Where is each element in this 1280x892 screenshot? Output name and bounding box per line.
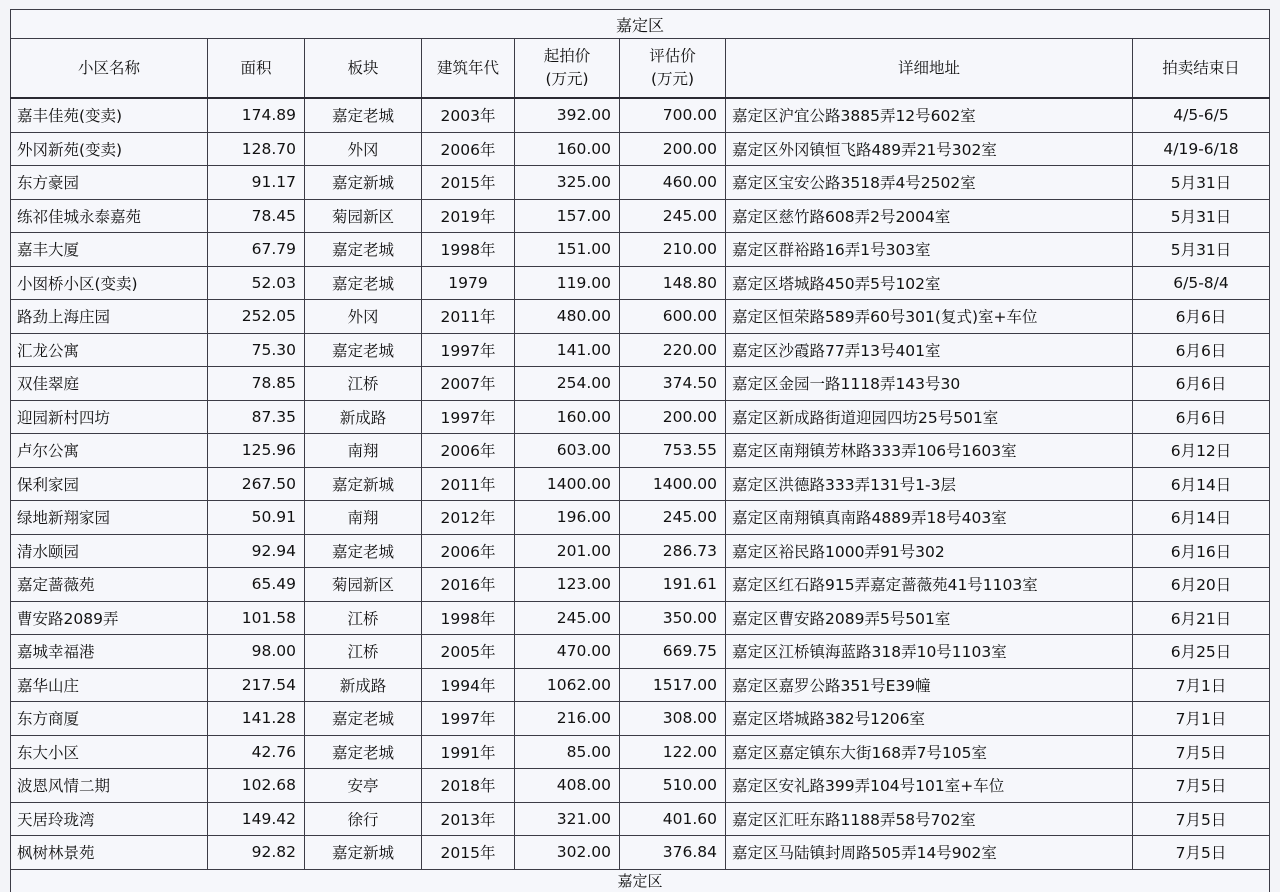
cell-eval-price: 374.50	[620, 367, 726, 401]
column-header-area: 面积	[208, 39, 305, 99]
cell-name: 双佳翠庭	[11, 367, 208, 401]
cell-year: 2019年	[422, 199, 515, 233]
table-row	[11, 98, 1270, 132]
cell-block: 安亭	[305, 769, 422, 803]
cell-start-price: 160.00	[515, 132, 620, 166]
next-section-title: 嘉定区	[11, 869, 1270, 892]
cell-block: 江桥	[305, 601, 422, 635]
cell-eval-price: 600.00	[620, 300, 726, 334]
cell-start-price: 119.00	[515, 266, 620, 300]
table-title: 嘉定区	[11, 10, 1270, 39]
cell-year: 2016年	[422, 568, 515, 602]
cell-address: 嘉定区曹安路2089弄5号501室	[726, 601, 1133, 635]
table-row	[11, 702, 1270, 736]
table-row	[11, 802, 1270, 836]
cell-area: 252.05	[208, 300, 305, 334]
cell-start-price: 603.00	[515, 434, 620, 468]
cell-end-date: 6月6日	[1133, 367, 1270, 401]
cell-end-date: 7月5日	[1133, 769, 1270, 803]
cell-eval-price: 350.00	[620, 601, 726, 635]
cell-end-date: 6月14日	[1133, 501, 1270, 535]
table-row	[11, 635, 1270, 669]
cell-address: 嘉定区马陆镇封周路505弄14号902室	[726, 836, 1133, 870]
cell-year: 2005年	[422, 635, 515, 669]
cell-address: 嘉定区外冈镇恒飞路489弄21号302室	[726, 132, 1133, 166]
cell-end-date: 6月12日	[1133, 434, 1270, 468]
cell-end-date: 6月25日	[1133, 635, 1270, 669]
cell-address: 嘉定区洪德路333弄131号1-3层	[726, 467, 1133, 501]
cell-block: 江桥	[305, 367, 422, 401]
cell-end-date: 5月31日	[1133, 199, 1270, 233]
cell-year: 2018年	[422, 769, 515, 803]
cell-name: 汇龙公寓	[11, 333, 208, 367]
cell-area: 217.54	[208, 668, 305, 702]
cell-year: 1997年	[422, 333, 515, 367]
cell-start-price: 123.00	[515, 568, 620, 602]
cell-year: 2007年	[422, 367, 515, 401]
column-header-eval-price	[620, 39, 726, 99]
cell-block: 嘉定老城	[305, 735, 422, 769]
cell-end-date: 6月6日	[1133, 400, 1270, 434]
cell-name: 枫树林景苑	[11, 836, 208, 870]
cell-end-date: 6月14日	[1133, 467, 1270, 501]
cell-eval-price: 200.00	[620, 400, 726, 434]
cell-address: 嘉定区江桥镇海蓝路318弄10号1103室	[726, 635, 1133, 669]
table-row	[11, 333, 1270, 367]
cell-eval-price: 210.00	[620, 233, 726, 267]
cell-address: 嘉定区新成路街道迎园四坊25号501室	[726, 400, 1133, 434]
table-row	[11, 266, 1270, 300]
cell-block: 新成路	[305, 400, 422, 434]
cell-start-price: 254.00	[515, 367, 620, 401]
table-row	[11, 434, 1270, 468]
cell-start-price: 141.00	[515, 333, 620, 367]
cell-end-date: 6月6日	[1133, 333, 1270, 367]
cell-area: 92.82	[208, 836, 305, 870]
cell-eval-price: 700.00	[620, 98, 726, 132]
table-row	[11, 199, 1270, 233]
cell-eval-price: 122.00	[620, 735, 726, 769]
cell-start-price: 325.00	[515, 166, 620, 200]
cell-name: 嘉丰佳苑(变卖)	[11, 98, 208, 132]
cell-name: 卢尔公寓	[11, 434, 208, 468]
cell-end-date: 7月5日	[1133, 836, 1270, 870]
cell-end-date: 5月31日	[1133, 233, 1270, 267]
cell-eval-price: 286.73	[620, 534, 726, 568]
cell-block: 嘉定老城	[305, 266, 422, 300]
table-row	[11, 400, 1270, 434]
cell-start-price: 470.00	[515, 635, 620, 669]
cell-name: 保利家园	[11, 467, 208, 501]
cell-name: 练祁佳城永泰嘉苑	[11, 199, 208, 233]
cell-name: 路劲上海庄园	[11, 300, 208, 334]
cell-start-price: 302.00	[515, 836, 620, 870]
cell-end-date: 7月1日	[1133, 702, 1270, 736]
cell-area: 42.76	[208, 735, 305, 769]
cell-area: 65.49	[208, 568, 305, 602]
cell-address: 嘉定区嘉定镇东大街168弄7号105室	[726, 735, 1133, 769]
cell-eval-price: 376.84	[620, 836, 726, 870]
cell-year: 2006年	[422, 534, 515, 568]
eval-price-unit: (万元)	[650, 70, 695, 88]
cell-block: 嘉定老城	[305, 98, 422, 132]
cell-name: 迎园新村四坊	[11, 400, 208, 434]
cell-end-date: 6月6日	[1133, 300, 1270, 334]
cell-end-date: 7月1日	[1133, 668, 1270, 702]
cell-name: 曹安路2089弄	[11, 601, 208, 635]
cell-block: 南翔	[305, 434, 422, 468]
cell-block: 外冈	[305, 132, 422, 166]
cell-start-price: 157.00	[515, 199, 620, 233]
cell-year: 1994年	[422, 668, 515, 702]
cell-year: 2003年	[422, 98, 515, 132]
cell-end-date: 6月21日	[1133, 601, 1270, 635]
cell-eval-price: 308.00	[620, 702, 726, 736]
cell-area: 128.70	[208, 132, 305, 166]
cell-area: 75.30	[208, 333, 305, 367]
start-price-unit: (万元)	[545, 70, 589, 88]
table-row	[11, 668, 1270, 702]
table-row	[11, 166, 1270, 200]
cell-name: 嘉丰大厦	[11, 233, 208, 267]
cell-area: 78.45	[208, 199, 305, 233]
cell-block: 外冈	[305, 300, 422, 334]
cell-year: 1979	[422, 266, 515, 300]
table-row	[11, 233, 1270, 267]
cell-block: 嘉定老城	[305, 333, 422, 367]
cell-block: 菊园新区	[305, 199, 422, 233]
cell-end-date: 6月16日	[1133, 534, 1270, 568]
table-row	[11, 769, 1270, 803]
column-header-name: 小区名称	[11, 39, 208, 99]
column-header-end-date: 拍卖结束日	[1133, 39, 1270, 99]
table-row	[11, 467, 1270, 501]
cell-start-price: 196.00	[515, 501, 620, 535]
cell-end-date: 4/5-6/5	[1133, 98, 1270, 132]
eval-price-label: 评估价	[649, 47, 696, 65]
cell-end-date: 4/19-6/18	[1133, 132, 1270, 166]
cell-block: 嘉定老城	[305, 233, 422, 267]
cell-year: 2006年	[422, 132, 515, 166]
cell-start-price: 1062.00	[515, 668, 620, 702]
table-row	[11, 534, 1270, 568]
cell-area: 267.50	[208, 467, 305, 501]
cell-start-price: 480.00	[515, 300, 620, 334]
cell-name: 外冈新苑(变卖)	[11, 132, 208, 166]
cell-eval-price: 510.00	[620, 769, 726, 803]
cell-end-date: 6月20日	[1133, 568, 1270, 602]
table-row	[11, 300, 1270, 334]
cell-year: 2012年	[422, 501, 515, 535]
cell-address: 嘉定区安礼路399弄104号101室+车位	[726, 769, 1133, 803]
cell-year: 2011年	[422, 300, 515, 334]
cell-name: 嘉城幸福港	[11, 635, 208, 669]
cell-block: 嘉定老城	[305, 534, 422, 568]
cell-eval-price: 1400.00	[620, 467, 726, 501]
cell-address: 嘉定区沪宜公路3885弄12号602室	[726, 98, 1133, 132]
cell-block: 徐行	[305, 802, 422, 836]
cell-eval-price: 200.00	[620, 132, 726, 166]
cell-eval-price: 220.00	[620, 333, 726, 367]
cell-start-price: 201.00	[515, 534, 620, 568]
cell-area: 50.91	[208, 501, 305, 535]
column-header-start-price	[515, 39, 620, 99]
cell-area: 78.85	[208, 367, 305, 401]
cell-area: 52.03	[208, 266, 305, 300]
cell-eval-price: 245.00	[620, 199, 726, 233]
cell-address: 嘉定区慈竹路608弄2号2004室	[726, 199, 1133, 233]
cell-eval-price: 460.00	[620, 166, 726, 200]
cell-year: 2013年	[422, 802, 515, 836]
cell-eval-price: 753.55	[620, 434, 726, 468]
cell-address: 嘉定区南翔镇芳林路333弄106号1603室	[726, 434, 1133, 468]
cell-year: 2015年	[422, 836, 515, 870]
cell-area: 92.94	[208, 534, 305, 568]
table-row	[11, 501, 1270, 535]
cell-eval-price: 245.00	[620, 501, 726, 535]
auction-table-sheet	[10, 9, 1269, 892]
cell-end-date: 7月5日	[1133, 802, 1270, 836]
cell-block: 南翔	[305, 501, 422, 535]
cell-block: 新成路	[305, 668, 422, 702]
cell-name: 嘉定蔷薇苑	[11, 568, 208, 602]
cell-year: 2011年	[422, 467, 515, 501]
table-row	[11, 735, 1270, 769]
cell-address: 嘉定区沙霞路77弄13号401室	[726, 333, 1133, 367]
cell-address: 嘉定区金园一路1118弄143号30	[726, 367, 1133, 401]
column-header-year: 建筑年代	[422, 39, 515, 99]
cell-name: 波恩风情二期	[11, 769, 208, 803]
table-row	[11, 132, 1270, 166]
cell-area: 101.58	[208, 601, 305, 635]
cell-year: 1991年	[422, 735, 515, 769]
cell-end-date: 6/5-8/4	[1133, 266, 1270, 300]
cell-year: 1997年	[422, 702, 515, 736]
cell-block: 江桥	[305, 635, 422, 669]
cell-name: 清水颐园	[11, 534, 208, 568]
cell-start-price: 1400.00	[515, 467, 620, 501]
cell-address: 嘉定区塔城路450弄5号102室	[726, 266, 1133, 300]
cell-area: 91.17	[208, 166, 305, 200]
cell-name: 东方商厦	[11, 702, 208, 736]
cell-start-price: 245.00	[515, 601, 620, 635]
cell-start-price: 151.00	[515, 233, 620, 267]
cell-eval-price: 1517.00	[620, 668, 726, 702]
cell-year: 1997年	[422, 400, 515, 434]
cell-year: 1998年	[422, 233, 515, 267]
cell-end-date: 5月31日	[1133, 166, 1270, 200]
cell-name: 嘉华山庄	[11, 668, 208, 702]
cell-eval-price: 191.61	[620, 568, 726, 602]
cell-area: 141.28	[208, 702, 305, 736]
cell-eval-price: 148.80	[620, 266, 726, 300]
cell-name: 小囡桥小区(变卖)	[11, 266, 208, 300]
cell-address: 嘉定区汇旺东路1188弄58号702室	[726, 802, 1133, 836]
cell-block: 菊园新区	[305, 568, 422, 602]
cell-area: 98.00	[208, 635, 305, 669]
table-row	[11, 367, 1270, 401]
cell-start-price: 392.00	[515, 98, 620, 132]
table-row	[11, 836, 1270, 870]
cell-name: 东方豪园	[11, 166, 208, 200]
cell-address: 嘉定区南翔镇真南路4889弄18号403室	[726, 501, 1133, 535]
table-body	[11, 98, 1270, 869]
cell-start-price: 160.00	[515, 400, 620, 434]
auction-table	[10, 9, 1270, 892]
cell-block: 嘉定新城	[305, 836, 422, 870]
cell-start-price: 216.00	[515, 702, 620, 736]
cell-area: 149.42	[208, 802, 305, 836]
cell-year: 1998年	[422, 601, 515, 635]
cell-name: 绿地新翔家园	[11, 501, 208, 535]
cell-address: 嘉定区裕民路1000弄91号302	[726, 534, 1133, 568]
table-row	[11, 601, 1270, 635]
cell-address: 嘉定区嘉罗公路351号E39幢	[726, 668, 1133, 702]
cell-year: 2015年	[422, 166, 515, 200]
cell-name: 天居玲珑湾	[11, 802, 208, 836]
cell-block: 嘉定新城	[305, 166, 422, 200]
start-price-label: 起拍价	[543, 47, 591, 65]
cell-address: 嘉定区群裕路16弄1号303室	[726, 233, 1133, 267]
cell-address: 嘉定区红石路915弄嘉定蔷薇苑41号1103室	[726, 568, 1133, 602]
cell-area: 67.79	[208, 233, 305, 267]
column-header-block: 板块	[305, 39, 422, 99]
cell-area: 87.35	[208, 400, 305, 434]
cell-start-price: 408.00	[515, 769, 620, 803]
cell-eval-price: 669.75	[620, 635, 726, 669]
cell-area: 174.89	[208, 98, 305, 132]
cell-name: 东大小区	[11, 735, 208, 769]
cell-end-date: 7月5日	[1133, 735, 1270, 769]
cell-address: 嘉定区宝安公路3518弄4号2502室	[726, 166, 1133, 200]
column-header-address: 详细地址	[726, 39, 1133, 99]
cell-block: 嘉定老城	[305, 702, 422, 736]
cell-area: 125.96	[208, 434, 305, 468]
cell-year: 2006年	[422, 434, 515, 468]
cell-block: 嘉定新城	[305, 467, 422, 501]
cell-address: 嘉定区塔城路382号1206室	[726, 702, 1133, 736]
cell-area: 102.68	[208, 769, 305, 803]
cell-address: 嘉定区恒荣路589弄60号301(复式)室+车位	[726, 300, 1133, 334]
cell-start-price: 321.00	[515, 802, 620, 836]
cell-start-price: 85.00	[515, 735, 620, 769]
table-row	[11, 568, 1270, 602]
cell-eval-price: 401.60	[620, 802, 726, 836]
